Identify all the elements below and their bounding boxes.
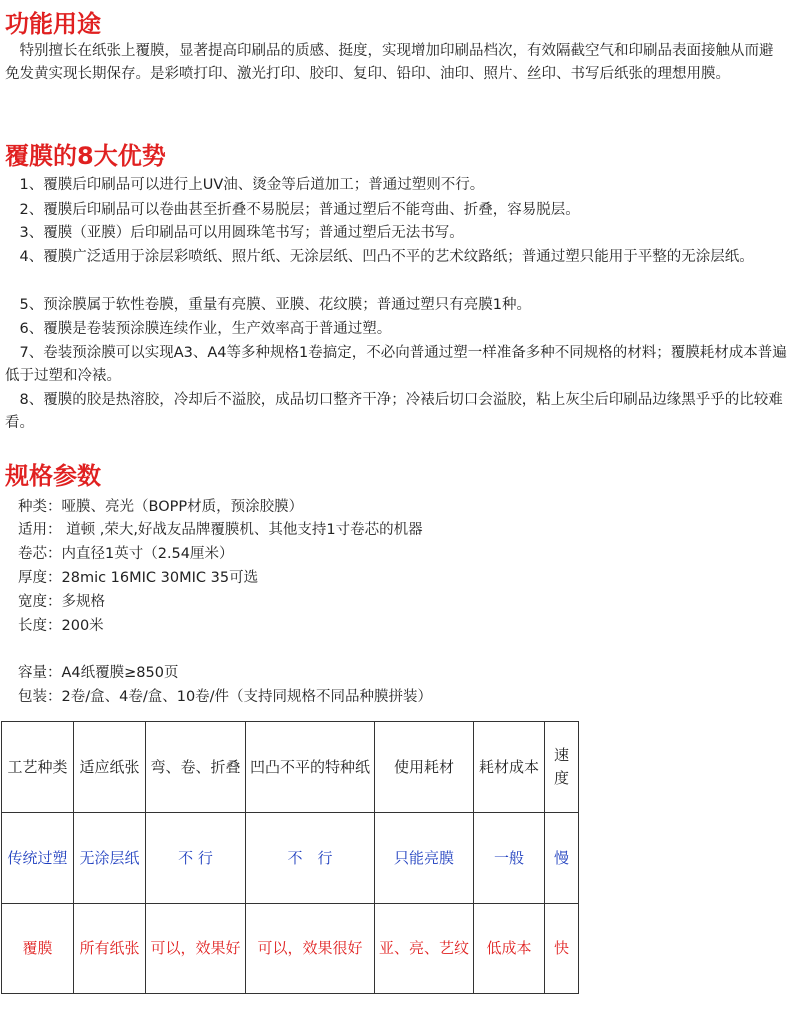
table-cell: 可以，效果好 (146, 904, 246, 994)
table-header-cell: 工艺种类 (2, 722, 74, 813)
table-row-lamination (2, 904, 579, 994)
advantage-item: 3、覆膜（亚膜）后印刷品可以用圆珠笔书写；普通过塑后无法书写。 (5, 225, 464, 241)
advantage-item: 8、覆膜的胶是热溶胶，冷却后不溢胶，成品切口整齐干净；冷裱后切口会溢胶，粘上灰尘后印刷品边缘黑乎乎的比较难看。 (5, 392, 783, 431)
table-cell: 无涂层纸 (74, 813, 146, 904)
table-row-traditional (2, 813, 579, 904)
spec-packaging: 包装：2卷/盒、4卷/盒、10卷/件（支持同规格不同品种膜拼装） (18, 689, 433, 705)
table-header-cell: 弯、卷、折叠 (146, 722, 246, 813)
spec-length: 长度：200米 (18, 618, 104, 634)
table-cell: 不 行 (246, 813, 375, 904)
table-header-cell: 适应纸张 (74, 722, 146, 813)
specs-heading: 规格参数 (5, 462, 101, 490)
advantage-item: 6、覆膜是卷装预涂膜连续作业，生产效率高于普通过塑。 (5, 321, 392, 337)
table-header-cell: 耗材成本 (474, 722, 545, 813)
table-cell: 低成本 (474, 904, 545, 994)
advantage-item: 1、覆膜后印刷品可以进行上UV油、烫金等后道加工；普通过塑则不行。 (5, 177, 485, 193)
table-cell: 慢 (545, 813, 579, 904)
spec-core: 卷芯：内直径1英寸（2.54厘米） (18, 546, 234, 562)
spec-type: 种类：哑膜、亮光（BOPP材质，预涂胶膜） (18, 499, 304, 515)
table-cell: 快 (545, 904, 579, 994)
spec-thickness: 厚度：28mic 16MIC 30MIC 35可选 (18, 570, 259, 586)
table-cell: 只能亮膜 (375, 813, 474, 904)
table-cell: 覆膜 (2, 904, 74, 994)
table-header-row (2, 722, 579, 813)
spec-compatibility: 适用： 道顿 ,荣大,好战友品牌覆膜机、其他支持1寸卷芯的机器 (18, 522, 423, 538)
advantage-item: 2、覆膜后印刷品可以卷曲甚至折叠不易脱层；普通过塑后不能弯曲、折叠，容易脱层。 (5, 202, 580, 218)
advantage-item: 7、卷装预涂膜可以实现A3、A4等多种规格1卷搞定，不必向普通过塑一样准备多种不同规格的材料；覆膜耗材成本普遍低于过塑和冷裱。 (5, 345, 787, 384)
advantage-item: 4、覆膜广泛适用于涂层彩喷纸、照片纸、无涂层纸、凹凸不平的艺术纹路纸；普通过塑只能用于平整的无涂层纸。 (5, 249, 754, 265)
table-cell: 传统过塑 (2, 813, 74, 904)
function-heading: 功能用途 (5, 10, 101, 38)
table-header-cell: 凹凸不平的特种纸 (246, 722, 375, 813)
table-cell: 亚、亮、艺纹 (375, 904, 474, 994)
comparison-table (1, 721, 579, 994)
advantages-heading: 覆膜的8大优势 (5, 142, 166, 170)
function-description: 特别擅长在纸张上覆膜，显著提高印刷品的质感、挺度，实现增加印刷品档次，有效隔截空气和印刷品表面接触从而避免发黄实现长期保存。是彩喷打印、激光打印、胶印、复印、铅印、油印、照片、丝印、书写后纸张的理想用膜。 (5, 43, 774, 82)
table-cell: 可以，效果很好 (246, 904, 375, 994)
spec-capacity: 容量：A4纸覆膜≥850页 (18, 665, 179, 681)
table-header-cell: 使用耗材 (375, 722, 474, 813)
table-cell: 不 行 (146, 813, 246, 904)
spec-width: 宽度：多规格 (18, 594, 105, 610)
table-header-cell: 速度 (545, 722, 579, 813)
table-cell: 一般 (474, 813, 545, 904)
table-cell: 所有纸张 (74, 904, 146, 994)
advantage-item: 5、预涂膜属于软性卷膜，重量有亮膜、亚膜、花纹膜；普通过塑只有亮膜1种。 (5, 297, 531, 313)
